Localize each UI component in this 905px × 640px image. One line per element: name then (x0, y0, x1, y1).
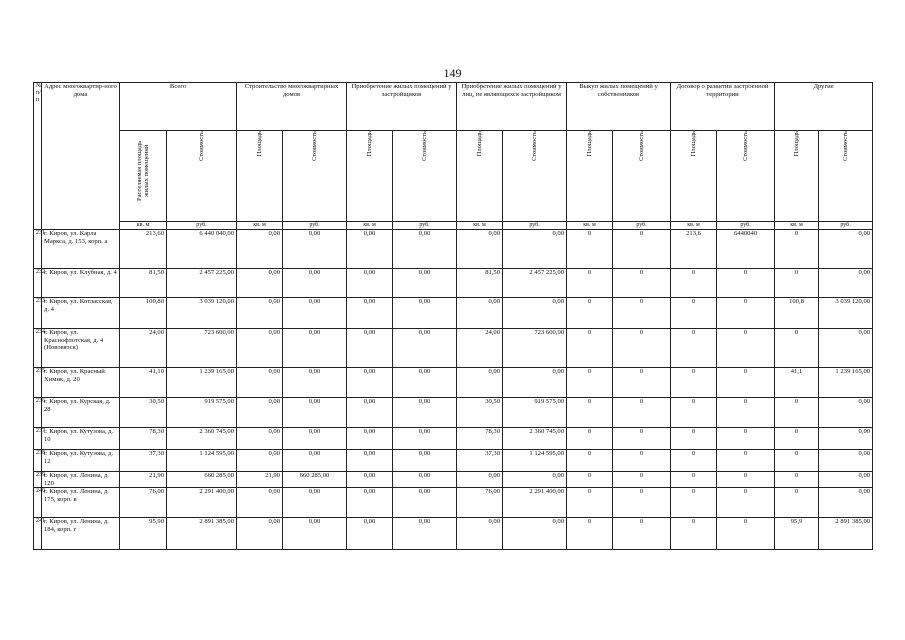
row-value: 0,00 (283, 329, 347, 368)
row-value: 81,50 (120, 269, 167, 298)
subheader-cost: Стоимость (393, 131, 457, 222)
row-value: 0,00 (393, 398, 457, 428)
table-row (34, 398, 873, 428)
row-value: 0,00 (819, 329, 873, 368)
row-value: 0 (717, 269, 775, 298)
row-value: 0 (717, 450, 775, 472)
row-value: 0,00 (347, 428, 393, 450)
row-value: 1 124 595,00 (167, 450, 237, 472)
row-value: 0,00 (503, 472, 567, 488)
row-value: 0 (613, 398, 671, 428)
row-value: 0,00 (393, 518, 457, 550)
row-value: 0,00 (393, 329, 457, 368)
header-group-nondeveloper-purchase: Приобретение жилых помещений у лиц, не являющихся застройщиком (457, 83, 567, 131)
row-value: 0,00 (283, 230, 347, 269)
row-value: 660 285,00 (283, 472, 347, 488)
row-value: 0,00 (347, 398, 393, 428)
row-value: 0 (775, 488, 819, 518)
table-row (34, 298, 873, 329)
table-row (34, 428, 873, 450)
header-group-other: Другие (775, 83, 873, 131)
row-value: 0 (775, 398, 819, 428)
row-value: 0 (613, 488, 671, 518)
row-value: 0,00 (393, 472, 457, 488)
row-address: г. Киров, ул. Курская, д. 28 (42, 398, 120, 428)
row-value: 78,30 (120, 428, 167, 450)
row-value: 21,90 (120, 472, 167, 488)
row-value: 0,00 (393, 230, 457, 269)
row-value: 0 (567, 472, 613, 488)
row-value: 3 039 120,00 (819, 298, 873, 329)
row-value: 1 239 165,00 (167, 368, 237, 398)
unit-cell: руб. (503, 222, 567, 230)
row-value: 0 (613, 518, 671, 550)
row-value: 0,00 (237, 230, 283, 269)
row-value: 0 (717, 329, 775, 368)
unit-cell: кв. м (457, 222, 503, 230)
row-address: г. Киров, ул. Краснофлотская, д. 4 (Нововятск) (42, 329, 120, 368)
row-value: 0,00 (237, 398, 283, 428)
row-number: 241 (34, 518, 42, 550)
row-value: 0 (717, 398, 775, 428)
subheader-area: Площадь (567, 131, 613, 222)
table-row (34, 269, 873, 298)
row-value: 2 891 385,00 (819, 518, 873, 550)
table-row (34, 230, 873, 269)
table-body (34, 230, 873, 550)
row-value: 660 285,00 (167, 472, 237, 488)
subheader-cost: Стоимость (717, 131, 775, 222)
row-value: 6440040 (717, 230, 775, 269)
row-value: 0,00 (819, 230, 873, 269)
row-value: 0,00 (457, 298, 503, 329)
row-number: 238 (34, 450, 42, 472)
row-value: 0 (717, 518, 775, 550)
row-value: 0 (671, 488, 717, 518)
row-address: г. Киров, ул. Красный Химик, д. 20 (42, 368, 120, 398)
row-value: 0,00 (503, 230, 567, 269)
row-value: 0,00 (347, 488, 393, 518)
row-number: 235 (34, 368, 42, 398)
row-number: 236 (34, 398, 42, 428)
row-value: 919 575,00 (503, 398, 567, 428)
subheader-cost: Стоимость (819, 131, 873, 222)
row-value: 2 891 385,00 (167, 518, 237, 550)
row-value: 0,00 (237, 518, 283, 550)
row-value: 0,00 (237, 488, 283, 518)
unit-cell: кв. м (775, 222, 819, 230)
row-value: 0 (775, 472, 819, 488)
unit-cell: руб. (613, 222, 671, 230)
unit-cell: кв. м (567, 222, 613, 230)
row-value: 0,00 (237, 428, 283, 450)
row-value: 0 (775, 428, 819, 450)
row-value: 76,00 (120, 488, 167, 518)
unit-cell: руб. (167, 222, 237, 230)
header-group-development-agreement: Договор о развитии застроенной территории (671, 83, 775, 131)
row-value: 0 (671, 472, 717, 488)
unit-cell: руб. (393, 222, 457, 230)
unit-cell: руб. (819, 222, 873, 230)
row-value: 0,00 (457, 472, 503, 488)
row-value: 0 (671, 368, 717, 398)
row-value: 0 (613, 298, 671, 329)
row-value: 0 (567, 269, 613, 298)
header-group-total: Всего (120, 83, 237, 131)
row-value: 0 (671, 518, 717, 550)
row-value: 95,9 (775, 518, 819, 550)
row-value: 0 (717, 488, 775, 518)
row-value: 0,00 (283, 398, 347, 428)
row-value: 0,00 (347, 368, 393, 398)
table-row (34, 488, 873, 518)
row-value: 0,00 (347, 269, 393, 298)
row-value: 0,00 (347, 450, 393, 472)
header-group-construction: Строительство многоквартирных домов (237, 83, 347, 131)
row-value: 0,00 (237, 269, 283, 298)
row-value: 81,50 (457, 269, 503, 298)
row-value: 0,00 (819, 488, 873, 518)
row-value: 0 (775, 329, 819, 368)
row-value: 0 (671, 329, 717, 368)
row-address: г. Киров, ул. Кутузова, д. 10 (42, 428, 120, 450)
row-value: 0,00 (283, 518, 347, 550)
row-value: 0,00 (503, 518, 567, 550)
table-row (34, 329, 873, 368)
row-value: 0,00 (457, 368, 503, 398)
row-value: 0,00 (457, 518, 503, 550)
unit-cell: кв. м (347, 222, 393, 230)
row-value: 0,00 (237, 368, 283, 398)
row-value: 0,00 (503, 368, 567, 398)
row-address: г. Киров, ул. Карла Маркса, д. 153, корп. а (42, 230, 120, 269)
header-row-subcolumns (34, 131, 873, 222)
row-address: г. Киров, ул. Ленина, д. 120 (42, 472, 120, 488)
row-value: 0 (717, 368, 775, 398)
row-value: 24,00 (457, 329, 503, 368)
unit-cell: руб. (717, 222, 775, 230)
row-value: 1 124 595,00 (503, 450, 567, 472)
subheader-area: Площадь (237, 131, 283, 222)
row-value: 0,00 (237, 329, 283, 368)
row-value: 0,00 (347, 472, 393, 488)
row-number: 231 (34, 230, 42, 269)
row-value: 0 (567, 450, 613, 472)
row-value: 30,50 (120, 398, 167, 428)
row-value: 0,00 (819, 269, 873, 298)
header-address: Адрес многоквартир-ного дома (42, 83, 120, 230)
subheader-cost: Стоимость (283, 131, 347, 222)
row-value: 0,00 (819, 428, 873, 450)
row-value: 0 (613, 269, 671, 298)
row-number: 233 (34, 298, 42, 329)
row-value: 100,80 (120, 298, 167, 329)
subheader-area: Площадь (457, 131, 503, 222)
row-number: 232 (34, 269, 42, 298)
row-value: 76,00 (457, 488, 503, 518)
row-value: 723 600,00 (503, 329, 567, 368)
housing-register-table (33, 82, 873, 550)
row-value: 41,1 (775, 368, 819, 398)
row-value: 0 (775, 450, 819, 472)
row-value: 0 (567, 298, 613, 329)
unit-cell: кв. м (671, 222, 717, 230)
table-row (34, 368, 873, 398)
row-value: 0 (613, 472, 671, 488)
row-value: 0 (671, 269, 717, 298)
header-group-buyout: Выкуп жилых помещений у собственников (567, 83, 671, 131)
row-value: 0,00 (393, 298, 457, 329)
row-value: 0 (717, 472, 775, 488)
unit-cell: кв. м (237, 222, 283, 230)
subheader-cost: Стоимость (167, 131, 237, 222)
row-value: 0,00 (819, 450, 873, 472)
header-row-units (34, 222, 873, 230)
row-value: 21,90 (237, 472, 283, 488)
row-value: 3 039 120,00 (167, 298, 237, 329)
row-address: г. Киров, ул. Ленина, д. 184, корп. г (42, 518, 120, 550)
row-value: 0,00 (283, 428, 347, 450)
row-value: 0 (717, 298, 775, 329)
row-value: 919 575,00 (167, 398, 237, 428)
row-value: 0,00 (393, 450, 457, 472)
row-value: 0,00 (347, 518, 393, 550)
row-value: 0 (671, 298, 717, 329)
row-address: г. Киров, ул. Кутузова, д. 12 (42, 450, 120, 472)
row-value: 0 (567, 230, 613, 269)
row-value: 0,00 (819, 398, 873, 428)
row-value: 213,60 (120, 230, 167, 269)
row-address: г. Киров, ул. Ленина, д. 175, корп. в (42, 488, 120, 518)
row-value: 213,6 (671, 230, 717, 269)
table-row (34, 450, 873, 472)
row-value: 0 (671, 398, 717, 428)
row-value: 0 (613, 428, 671, 450)
row-value: 0,00 (819, 472, 873, 488)
row-value: 2 360 745,00 (167, 428, 237, 450)
header-group-developer-purchase: Приобретение жилых помещений у застройщиков (347, 83, 457, 131)
row-value: 0 (567, 428, 613, 450)
row-value: 78,30 (457, 428, 503, 450)
row-value: 2 291 400,00 (167, 488, 237, 518)
row-value: 0,00 (503, 298, 567, 329)
row-value: 2 291 400,00 (503, 488, 567, 518)
row-value: 0 (775, 269, 819, 298)
row-value: 0 (567, 518, 613, 550)
row-value: 0 (613, 329, 671, 368)
row-value: 100,8 (775, 298, 819, 329)
row-value: 0 (567, 488, 613, 518)
table-row (34, 472, 873, 488)
row-value: 0,00 (283, 450, 347, 472)
row-value: 0 (613, 368, 671, 398)
row-value: 0,00 (393, 368, 457, 398)
table-row (34, 518, 873, 550)
row-value: 0 (567, 329, 613, 368)
subheader-cost: Стоимость (613, 131, 671, 222)
row-value: 30,50 (457, 398, 503, 428)
row-value: 0,00 (347, 298, 393, 329)
row-value: 37,30 (457, 450, 503, 472)
header-no: № п/п (34, 83, 42, 230)
row-number: 239 (34, 472, 42, 488)
row-value: 2 457 225,00 (503, 269, 567, 298)
row-value: 0,00 (237, 450, 283, 472)
subheader-area: Площадь (671, 131, 717, 222)
row-value: 0,00 (347, 329, 393, 368)
row-value: 0,00 (283, 298, 347, 329)
unit-cell: руб. (283, 222, 347, 230)
row-number: 237 (34, 428, 42, 450)
subheader-area: Площадь (347, 131, 393, 222)
subheader-area: Площадь (775, 131, 819, 222)
row-value: 0 (567, 398, 613, 428)
row-value: 95,90 (120, 518, 167, 550)
row-value: 0 (775, 230, 819, 269)
row-value: 0 (717, 428, 775, 450)
row-value: 0 (567, 368, 613, 398)
row-value: 0,00 (393, 488, 457, 518)
header-row-groups (34, 83, 873, 131)
row-value: 0,00 (347, 230, 393, 269)
unit-cell: кв. м (120, 222, 167, 230)
page-number: 149 (443, 66, 462, 80)
row-value: 0,00 (237, 298, 283, 329)
row-value: 0 (671, 428, 717, 450)
row-value: 24,00 (120, 329, 167, 368)
row-value: 0,00 (393, 269, 457, 298)
row-value: 0,00 (393, 428, 457, 450)
row-value: 0,00 (283, 368, 347, 398)
row-value: 2 457 225,00 (167, 269, 237, 298)
row-value: 6 440 040,00 (167, 230, 237, 269)
row-number: 240 (34, 488, 42, 518)
row-value: 0,00 (283, 488, 347, 518)
row-value: 1 239 165,00 (819, 368, 873, 398)
row-address: г. Киров, ул. Котласская, д. 4 (42, 298, 120, 329)
row-value: 0 (613, 450, 671, 472)
row-value: 41,10 (120, 368, 167, 398)
row-value: 0,00 (283, 269, 347, 298)
row-value: 2 360 745,00 (503, 428, 567, 450)
row-value: 723 600,00 (167, 329, 237, 368)
row-value: 37,30 (120, 450, 167, 472)
row-address: г. Киров, ул. Клубная, д. 4 (42, 269, 120, 298)
row-number: 234 (34, 329, 42, 368)
subheader-total-area: Расселяемая площадь жилых помещений (120, 131, 167, 222)
row-value: 0 (671, 450, 717, 472)
row-value: 0,00 (457, 230, 503, 269)
subheader-cost: Стоимость (503, 131, 567, 222)
row-value: 0 (613, 230, 671, 269)
